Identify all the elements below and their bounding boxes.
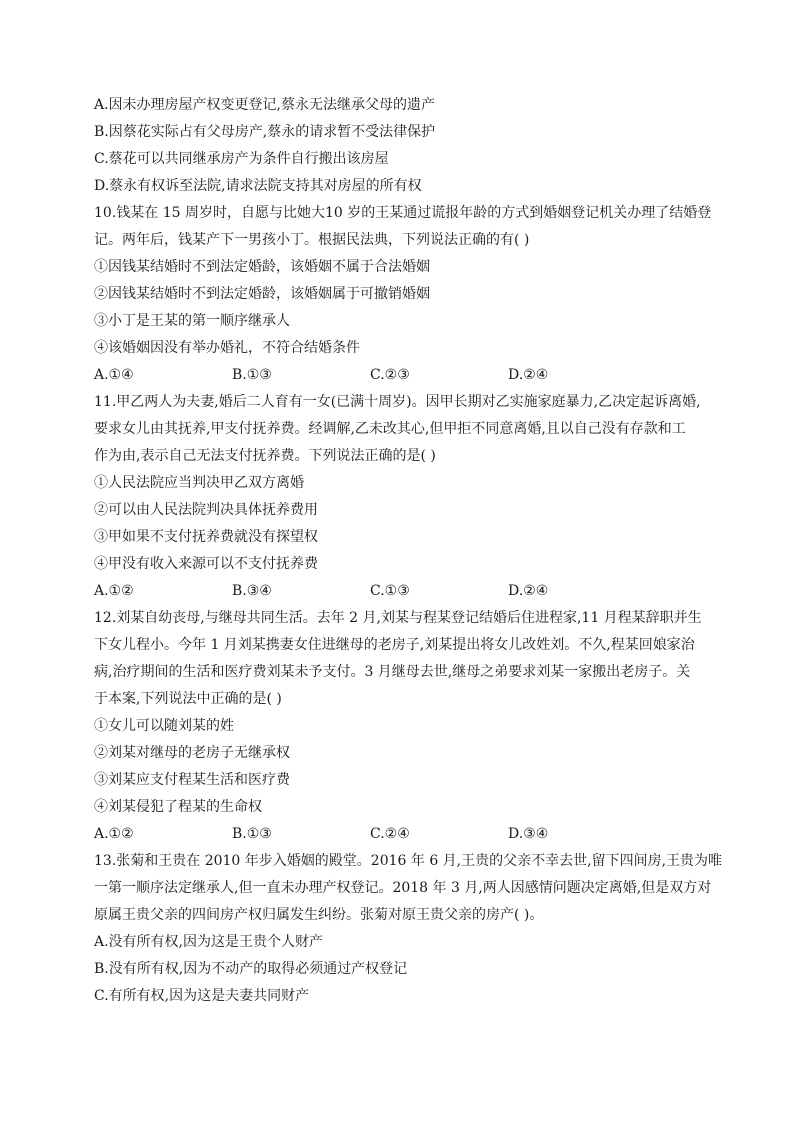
question-10-item-4: ④该婚姻因没有举办婚礼，不符合结婚条件 bbox=[94, 340, 360, 356]
question-11-item-2: ②可以由人民法院判决具体抚养费用 bbox=[94, 502, 318, 518]
question-10-choice-c: C.②③ bbox=[370, 367, 410, 383]
question-11-stem-line-2: 要求女儿由其抚养,甲支付抚养费。经调解,乙未改其心,但甲拒不同意离婚,且以自己没有存款和工 bbox=[94, 421, 686, 437]
question-12-choice-a: A.①② bbox=[94, 826, 134, 842]
question-12 bbox=[94, 605, 702, 848]
option-d: D.蔡永有权诉至法院,请求法院支持其对房屋的所有权 bbox=[94, 178, 422, 194]
question-11-stem-line-1: 11.甲乙两人为夫妻,婚后二人育有一女(已满十周岁)。因甲长期对乙实施家庭暴力,乙决定起诉离婚, bbox=[94, 394, 701, 410]
question-12-choice-d: D.③④ bbox=[508, 826, 549, 842]
question-13-stem-line-1: 13.张菊和王贵在 2010 年步入婚姻的殿堂。2016 年 6 月,王贵的父亲不幸去世,留下四间房,王贵为唯 bbox=[94, 853, 723, 869]
question-12-choice-c: C.②④ bbox=[370, 826, 410, 842]
prev-question-options bbox=[94, 92, 702, 200]
question-13-option-a: A.没有所有权,因为这是王贵个人财产 bbox=[94, 934, 324, 950]
question-12-choice-b: B.①③ bbox=[232, 826, 272, 842]
question-12-item-3: ③刘某应支付程某生活和医疗费 bbox=[94, 772, 290, 788]
question-12-item-1: ①女儿可以随刘某的姓 bbox=[94, 718, 234, 734]
question-10-stem-line-1: 10.钱某在 15 周岁时，自愿与比她大10 岁的王某通过谎报年龄的方式到婚姻登记机关办理了结婚登 bbox=[94, 205, 712, 221]
question-12-item-4: ④刘某侵犯了程某的生命权 bbox=[94, 799, 262, 815]
question-10-choice-d: D.②④ bbox=[508, 367, 549, 383]
question-11-choices bbox=[94, 578, 702, 605]
question-11-stem-line-3: 作为由,表示自己无法支付抚养费。下列说法正确的是( ) bbox=[94, 448, 436, 464]
question-10-choice-a: A.①④ bbox=[94, 367, 134, 383]
option-a: A.因未办理房屋产权变更登记,蔡永无法继承父母的遗产 bbox=[94, 97, 436, 113]
question-11-choice-a: A.①② bbox=[94, 583, 134, 599]
question-10-choices bbox=[94, 362, 702, 389]
question-11-item-1: ①人民法院应当判决甲乙双方离婚 bbox=[94, 475, 304, 491]
question-10 bbox=[94, 200, 712, 389]
question-11-item-4: ④甲没有收入来源可以不支付抚养费 bbox=[94, 556, 318, 572]
question-10-stem-line-2: 记。两年后，钱某产下一男孩小丁。根据民法典，下列说法正确的有( ) bbox=[94, 232, 530, 248]
question-12-stem-line-2: 下女儿程小。今年 1 月刘某携妻女住进继母的老房子,刘某提出将女儿改姓刘。不久,程某回娘家治 bbox=[94, 637, 695, 653]
question-13-stem-line-2: 一第一顺序法定继承人,但一直未办理产权登记。2018 年 3 月,两人因感情问题决定离婚,但是双方对 bbox=[94, 880, 712, 896]
question-10-item-3: ③小丁是王某的第一顺序继承人 bbox=[94, 313, 290, 329]
question-13-option-c: C.有所有权,因为这是夫妻共同财产 bbox=[94, 988, 310, 1004]
question-10-item-1: ①因钱某结婚时不到法定婚龄，该婚姻不属于合法婚姻 bbox=[94, 259, 430, 275]
question-11-choice-b: B.③④ bbox=[232, 583, 272, 599]
question-12-stem-line-4: 于本案,下列说法中正确的是( ) bbox=[94, 691, 282, 707]
question-13-option-b: B.没有所有权,因为不动产的取得必须通过产权登记 bbox=[94, 961, 408, 977]
option-b: B.因蔡花实际占有父母房产,蔡永的请求暂不受法律保护 bbox=[94, 124, 436, 140]
question-12-choices bbox=[94, 821, 702, 848]
question-11-choice-d: D.②④ bbox=[508, 583, 549, 599]
question-12-item-2: ②刘某对继母的老房子无继承权 bbox=[94, 745, 290, 761]
question-13 bbox=[94, 848, 723, 1010]
question-10-choice-b: B.①③ bbox=[232, 367, 272, 383]
option-c: C.蔡花可以共同继承房产为条件自行搬出该房屋 bbox=[94, 151, 389, 167]
question-13-stem-line-3: 原属王贵父亲的四间房产权归属发生纠纷。张菊对原王贵父亲的房产( )。 bbox=[94, 907, 544, 923]
question-11-item-3: ③甲如果不支付抚养费就没有探望权 bbox=[94, 529, 318, 545]
question-11 bbox=[94, 389, 702, 605]
question-12-stem-line-1: 12.刘某自幼丧母,与继母共同生活。去年 2 月,刘某与程某登记结婚后住进程家,11 月程某辞职并生 bbox=[94, 610, 702, 626]
question-11-choice-c: C.①③ bbox=[370, 583, 410, 599]
question-12-stem-line-3: 病,治疗期间的生活和医疗费刘某未予支付。3 月继母去世,继母之弟要求刘某一家搬出老房子。关 bbox=[94, 664, 691, 680]
question-10-item-2: ②因钱某结婚时不到法定婚龄，该婚姻属于可撤销婚姻 bbox=[94, 286, 430, 302]
